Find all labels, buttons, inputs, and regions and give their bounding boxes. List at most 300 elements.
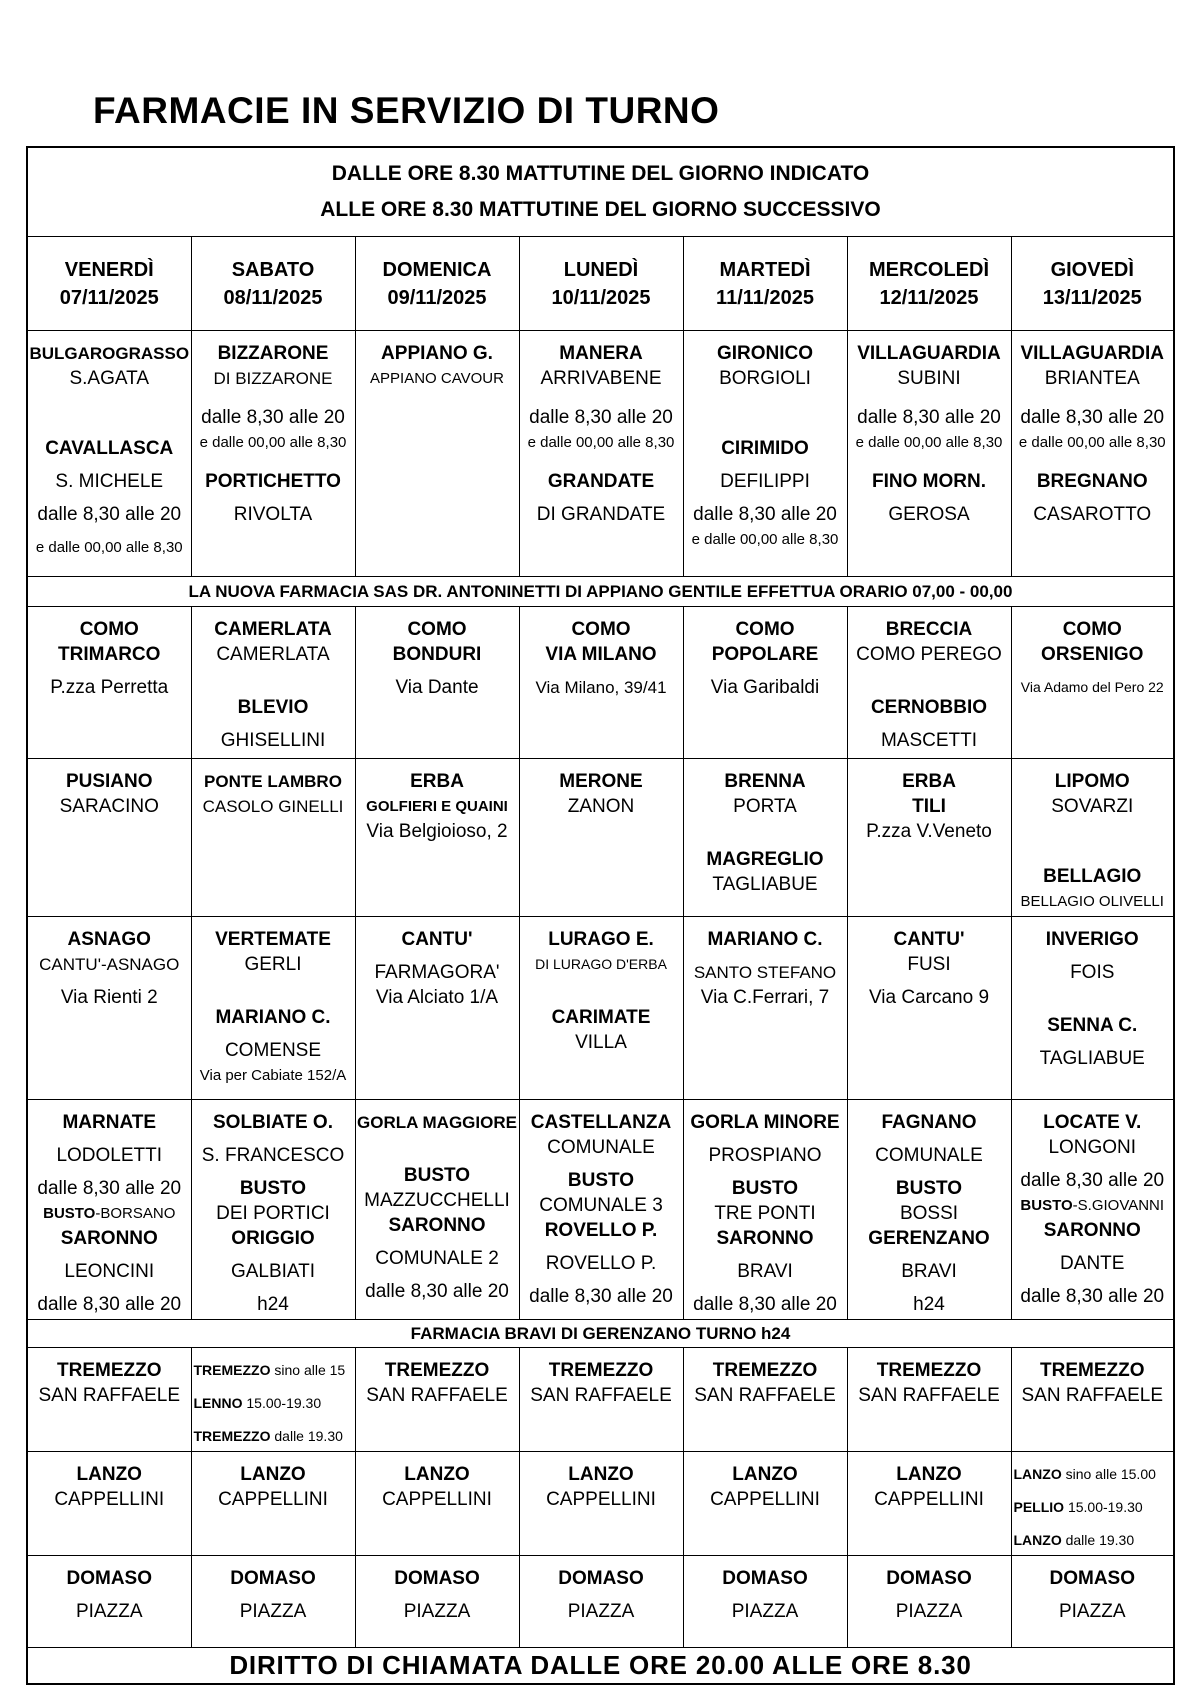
pharmacy-cell xyxy=(847,607,1011,759)
pharmacy-name: VIA MILANO xyxy=(545,644,657,665)
town: BRENNA xyxy=(724,771,806,792)
pharmacy-name: DI LURAGO D'ERBA xyxy=(535,956,667,972)
pharmacy-name: CASAROTTO xyxy=(1033,504,1152,525)
town: COMO xyxy=(407,619,467,640)
town: CANTU' xyxy=(893,929,965,950)
day-name: GIOVEDÌ xyxy=(1050,258,1134,281)
day-cell xyxy=(847,237,1011,331)
pharmacy-cell xyxy=(519,607,683,759)
pharmacy-name: GHISELLINI xyxy=(220,730,326,751)
pharmacy-name: PORTA xyxy=(733,796,797,817)
address: Via Garibaldi xyxy=(710,677,820,698)
table-row xyxy=(27,1452,1174,1556)
hours-extra: e dalle 00,00 alle 8,30 xyxy=(1018,434,1166,451)
pharmacy-cell xyxy=(27,1348,191,1452)
pharmacy-name: COMUNALE 2 xyxy=(375,1248,499,1269)
day-name: MERCOLEDÌ xyxy=(869,258,989,281)
pharmacy-name: FARMAGORA' xyxy=(374,962,500,983)
hours: dalle 8,30 alle 20 xyxy=(529,1286,673,1307)
town: LIPOMO xyxy=(1054,771,1130,792)
header-row xyxy=(27,147,1174,237)
header-line-2: ALLE ORE 8.30 MATTUTINE DEL GIORNO SUCCESSIVO xyxy=(320,198,881,221)
pharmacy-name: LEONCINI xyxy=(64,1261,155,1282)
town: LANZO xyxy=(896,1464,962,1485)
pharmacy-name: BRAVI xyxy=(901,1261,957,1282)
town: DOMASO xyxy=(886,1568,972,1589)
pharmacy-name: SANTO STEFANO xyxy=(693,963,837,982)
town: FAGNANO xyxy=(881,1112,977,1133)
pharmacy-name: GEROSA xyxy=(888,504,970,525)
pharmacy-cell xyxy=(1011,607,1174,759)
pharmacy-name: COMUNALE xyxy=(547,1137,655,1158)
pharmacy-cell xyxy=(1011,1348,1174,1452)
town: DOMASO xyxy=(722,1568,808,1589)
notice-banner: FARMACIA BRAVI DI GERENZANO TURNO h24 xyxy=(27,1320,1174,1348)
pharmacy-name: -BORSANO xyxy=(95,1205,176,1222)
hours-extra: e dalle 00,00 alle 8,30 xyxy=(199,434,347,451)
pharmacy-name: S. FRANCESCO xyxy=(201,1145,345,1166)
town: DOMASO xyxy=(66,1568,152,1589)
table-row xyxy=(27,1100,1174,1320)
pharmacy-cell xyxy=(1011,331,1174,577)
pharmacy-name: DEI PORTICI xyxy=(216,1203,330,1224)
day-cell xyxy=(27,237,191,331)
address: Via Adamo del Pero 22 xyxy=(1020,679,1164,695)
town: LANZO xyxy=(76,1464,142,1485)
pharmacy-name: PIAZZA xyxy=(1058,1601,1126,1622)
town: BUSTO xyxy=(567,1170,635,1191)
pharmacy-name: LODOLETTI xyxy=(56,1145,163,1166)
pharmacy-name: PIAZZA xyxy=(403,1601,471,1622)
pharmacy-name: CANTU'-ASNAGO xyxy=(39,955,180,974)
hours-extra: e dalle 00,00 alle 8,30 xyxy=(691,531,839,548)
pharmacy-cell xyxy=(355,607,519,759)
pharmacy-cell xyxy=(847,917,1011,1100)
hours: dalle 19.30 xyxy=(1061,1532,1135,1548)
pharmacy-name: TRE PONTI xyxy=(714,1203,816,1224)
town: LANZO xyxy=(1013,1466,1062,1482)
pharmacy-cell xyxy=(683,759,847,917)
pharmacy-cell xyxy=(519,1452,683,1556)
pharmacy-name: COMUNALE 3 xyxy=(539,1195,663,1216)
town: BUSTO xyxy=(239,1178,307,1199)
pharmacy-name: DANTE xyxy=(1060,1253,1125,1274)
address: Via Dante xyxy=(395,677,479,698)
town: MARNATE xyxy=(62,1112,157,1133)
town: CIRIMIDO xyxy=(721,438,809,459)
schedule-line xyxy=(1012,1528,1174,1553)
address: Via Rienti 2 xyxy=(60,987,158,1008)
town: CANTU' xyxy=(401,929,473,950)
pharmacy-cell xyxy=(519,1100,683,1320)
pharmacy-cell xyxy=(191,331,355,577)
pharmacy-cell xyxy=(27,759,191,917)
pharmacy-cell xyxy=(519,917,683,1100)
town: CAVALLASCA xyxy=(45,438,174,459)
day-date: 11/11/2025 xyxy=(716,286,814,309)
town: BUSTO xyxy=(895,1178,963,1199)
town: TREMEZZO xyxy=(876,1360,982,1381)
pharmacy-cell xyxy=(191,1348,355,1452)
pharmacy-cell xyxy=(27,1556,191,1648)
pharmacy-name: PROSPIANO xyxy=(708,1145,822,1166)
town: MERONE xyxy=(559,771,643,792)
town: PORTICHETTO xyxy=(205,471,341,492)
pharmacy-name: FUSI xyxy=(907,954,951,975)
pharmacy-name: BRAVI xyxy=(737,1261,793,1282)
pharmacy-name: VILLA xyxy=(575,1032,627,1053)
town: TREMEZZO xyxy=(548,1360,654,1381)
pharmacy-name: BRIANTEA xyxy=(1044,368,1140,389)
town: MARIANO C. xyxy=(707,929,823,950)
pharmacy-cell xyxy=(191,759,355,917)
pharmacy-cell xyxy=(847,759,1011,917)
address: Via C.Ferrari, 7 xyxy=(700,987,830,1008)
pharmacy-cell xyxy=(27,1100,191,1320)
address: P.zza Perretta xyxy=(50,677,169,698)
town: CERNOBBIO xyxy=(870,697,988,718)
pharmacy-name: COMUNALE xyxy=(875,1145,983,1166)
pharmacy-name: CAPPELLINI xyxy=(218,1489,328,1510)
pharmacy-cell xyxy=(683,1452,847,1556)
town: BUSTO xyxy=(403,1165,471,1186)
pharmacy-name: RIVOLTA xyxy=(233,504,313,525)
pharmacy-name: ARRIVABENE xyxy=(540,368,662,389)
town: COMO xyxy=(571,619,631,640)
pharmacy-cell xyxy=(519,1348,683,1452)
days-row xyxy=(27,237,1174,331)
pharmacy-name: DEFILIPPI xyxy=(720,471,810,492)
day-date: 12/11/2025 xyxy=(879,286,979,309)
pharmacy-cell xyxy=(519,331,683,577)
town: SARONNO xyxy=(388,1215,486,1236)
town: GRANDATE xyxy=(547,471,655,492)
table-row xyxy=(27,759,1174,917)
town: PONTE LAMBRO xyxy=(204,772,342,791)
town: GORLA MAGGIORE xyxy=(357,1113,517,1132)
day-name: LUNEDÌ xyxy=(563,258,639,281)
hours: sino alle 15.00 xyxy=(1061,1466,1156,1482)
hours-extra: e dalle 00,00 alle 8,30 xyxy=(35,539,183,556)
address: Via Milano, 39/41 xyxy=(535,678,667,697)
town: MANERA xyxy=(559,343,643,364)
pharmacy-name: -S.GIOVANNI xyxy=(1072,1197,1165,1214)
hours: h24 xyxy=(257,1294,289,1315)
town: LURAGO E. xyxy=(548,929,654,950)
footer-row xyxy=(27,1648,1174,1685)
day-cell xyxy=(683,237,847,331)
town: LANZO xyxy=(240,1464,306,1485)
town: SARONNO xyxy=(60,1228,158,1249)
day-date: 09/11/2025 xyxy=(387,286,487,309)
pharmacy-name: ORSENIGO xyxy=(1041,644,1144,665)
pharmacy-name: CAPPELLINI xyxy=(710,1489,820,1510)
town: SENNA C. xyxy=(1047,1015,1138,1036)
town: BUSTO xyxy=(43,1205,96,1222)
day-date: 07/11/2025 xyxy=(59,286,159,309)
address: Via per Cabiate 152/A xyxy=(199,1067,347,1084)
table-row xyxy=(27,1556,1174,1648)
pharmacy-name: ROVELLO P. xyxy=(545,1253,657,1274)
address: P.zza V.Veneto xyxy=(866,821,992,842)
pharmacy-name: SUBINI xyxy=(897,368,961,389)
town: GORLA MINORE xyxy=(690,1112,840,1133)
table-row xyxy=(27,607,1174,759)
day-date: 08/11/2025 xyxy=(223,286,323,309)
town: APPIANO G. xyxy=(381,343,493,364)
town: LENNO xyxy=(193,1395,243,1411)
pharmacy-name: ZANON xyxy=(567,796,635,817)
day-cell xyxy=(1011,237,1174,331)
town: VERTEMATE xyxy=(215,929,331,950)
hours: dalle 8,30 alle 20 xyxy=(693,504,837,525)
pharmacy-name: MASCETTI xyxy=(880,730,978,751)
town: DOMASO xyxy=(230,1568,316,1589)
town: CARIMATE xyxy=(551,1007,651,1028)
town: BIZZARONE xyxy=(217,343,329,364)
pharmacy-cell xyxy=(847,1100,1011,1320)
pharmacy-name: CAPPELLINI xyxy=(546,1489,656,1510)
pharmacy-name: FOIS xyxy=(1070,962,1115,983)
notice-row xyxy=(27,1320,1174,1348)
hours: h24 xyxy=(913,1294,945,1315)
hours: dalle 8,30 alle 20 xyxy=(857,407,1001,428)
town: TREMEZZO xyxy=(193,1428,271,1444)
town: GIRONICO xyxy=(716,343,814,364)
town: TREMEZZO xyxy=(57,1360,162,1381)
pharmacy-cell xyxy=(191,1452,355,1556)
pharmacy-name: PIAZZA xyxy=(239,1601,307,1622)
pharmacy-name: BONDURI xyxy=(392,644,482,665)
pharmacy-cell xyxy=(355,917,519,1100)
pharmacy-cell xyxy=(519,759,683,917)
hours: dalle 8,30 alle 20 xyxy=(529,407,673,428)
day-name: MARTEDÌ xyxy=(719,258,811,281)
schedule-line xyxy=(192,1391,355,1416)
pharmacy-cell xyxy=(191,1100,355,1320)
town: ROVELLO P. xyxy=(544,1220,658,1241)
town: ORIGGIO xyxy=(231,1228,315,1249)
town: MAGREGLIO xyxy=(706,849,824,870)
town: DOMASO xyxy=(1049,1568,1135,1589)
pharmacy-name: DI GRANDATE xyxy=(536,504,666,525)
schedule-line xyxy=(192,1424,355,1449)
town: ASNAGO xyxy=(67,929,151,950)
hours: dalle 8,30 alle 20 xyxy=(37,1178,182,1199)
schedule-header xyxy=(27,147,1174,237)
town: PELLIO xyxy=(1013,1499,1065,1515)
duty-pharmacy-table xyxy=(26,146,1175,1685)
town: COMO xyxy=(1062,619,1122,640)
town: SOLBIATE O. xyxy=(213,1112,333,1133)
pharmacy-name: TRIMARCO xyxy=(58,644,161,665)
header-line-1: DALLE ORE 8.30 MATTUTINE DEL GIORNO INDICATO xyxy=(331,162,870,185)
pharmacy-name: LONGONI xyxy=(1048,1137,1137,1158)
pharmacy-name: PIAZZA xyxy=(567,1601,635,1622)
hours: dalle 8,30 alle 20 xyxy=(1020,1286,1165,1307)
hours: dalle 8,30 alle 20 xyxy=(201,407,345,428)
pharmacy-cell xyxy=(847,1348,1011,1452)
pharmacy-name: BORGIOLI xyxy=(719,368,811,389)
footer-note: DIRITTO DI CHIAMATA DALLE ORE 20.00 ALLE ORE 8.30 xyxy=(27,1648,1174,1685)
pharmacy-name: POPOLARE xyxy=(711,644,819,665)
pharmacy-cell xyxy=(27,607,191,759)
pharmacy-name: PIAZZA xyxy=(75,1601,143,1622)
town: FINO MORN. xyxy=(872,471,986,492)
hours-extra: e dalle 00,00 alle 8,30 xyxy=(527,434,675,451)
town: LANZO xyxy=(732,1464,798,1485)
town: PUSIANO xyxy=(65,771,153,792)
pharmacy-name: SAN RAFFAELE xyxy=(366,1385,508,1406)
town: BULGAROGRASSO xyxy=(29,344,190,363)
town: LANZO xyxy=(568,1464,634,1485)
pharmacy-name: DI BIZZARONE xyxy=(213,369,333,388)
pharmacy-cell xyxy=(1011,917,1174,1100)
hours: dalle 8,30 alle 20 xyxy=(693,1294,837,1315)
day-cell xyxy=(519,237,683,331)
pharmacy-cell xyxy=(847,1556,1011,1648)
day-cell xyxy=(355,237,519,331)
pharmacy-cell xyxy=(27,331,191,577)
pharmacy-name: SAN RAFFAELE xyxy=(530,1385,672,1406)
town: VILLAGUARDIA xyxy=(1020,343,1165,364)
pharmacy-name: BELLAGIO OLIVELLI xyxy=(1020,893,1164,910)
pharmacy-name: TILI xyxy=(912,796,946,817)
pharmacy-name: SARACINO xyxy=(59,796,159,817)
notice-row xyxy=(27,577,1174,607)
hours: sino alle 15 xyxy=(270,1362,346,1378)
day-name: VENERDÌ xyxy=(64,258,154,281)
town: BUSTO xyxy=(731,1178,799,1199)
address: Via Carcano 9 xyxy=(868,987,990,1008)
pharmacy-cell xyxy=(27,917,191,1100)
town: LANZO xyxy=(404,1464,470,1485)
town: SARONNO xyxy=(716,1228,814,1249)
pharmacy-cell xyxy=(1011,1100,1174,1320)
town: TREMEZZO xyxy=(712,1360,818,1381)
pharmacy-cell xyxy=(683,917,847,1100)
hours: dalle 8,30 alle 20 xyxy=(37,504,182,525)
pharmacy-cell xyxy=(683,1100,847,1320)
pharmacy-name: GALBIATI xyxy=(230,1261,316,1282)
town: BRECCIA xyxy=(885,619,973,640)
town: BELLAGIO xyxy=(1043,866,1142,887)
pharmacy-cell xyxy=(355,1100,519,1320)
town: TREMEZZO xyxy=(1040,1360,1145,1381)
town: ERBA xyxy=(902,771,956,792)
pharmacy-cell xyxy=(683,607,847,759)
table-row xyxy=(27,331,1174,577)
pharmacy-cell xyxy=(27,1452,191,1556)
pharmacy-name: GERLI xyxy=(244,954,302,975)
town: LANZO xyxy=(1013,1532,1062,1548)
pharmacy-name xyxy=(1012,1193,1174,1218)
day-date: 13/11/2025 xyxy=(1042,286,1142,309)
pharmacy-name: TAGLIABUE xyxy=(712,874,818,895)
pharmacy-name: APPIANO CAVOUR xyxy=(370,370,504,387)
town: DOMASO xyxy=(558,1568,644,1589)
pharmacy-name: SOVARZI xyxy=(1051,796,1134,817)
town: TREMEZZO xyxy=(193,1362,271,1378)
town: BLEVIO xyxy=(237,697,309,718)
town: CAMERLATA xyxy=(214,619,332,640)
pharmacy-cell xyxy=(355,1556,519,1648)
hours: dalle 8,30 alle 20 xyxy=(1020,1170,1165,1191)
hours: dalle 19.30 xyxy=(270,1428,343,1444)
pharmacy-name: TAGLIABUE xyxy=(1039,1048,1145,1069)
notice-banner: LA NUOVA FARMACIA SAS DR. ANTONINETTI DI APPIANO GENTILE EFFETTUA ORARIO 07,00 - 00,00 xyxy=(27,577,1174,607)
pharmacy-name: S. MICHELE xyxy=(55,471,164,492)
pharmacy-cell xyxy=(355,759,519,917)
address: Via Alciato 1/A xyxy=(375,987,499,1008)
pharmacy-name: CAPPELLINI xyxy=(382,1489,492,1510)
town: LOCATE V. xyxy=(1043,1112,1142,1133)
pharmacy-name: SAN RAFFAELE xyxy=(1021,1385,1163,1406)
pharmacy-name: SAN RAFFAELE xyxy=(38,1385,180,1406)
town: COMO xyxy=(79,619,139,640)
pharmacy-name: GOLFIERI E QUAINI xyxy=(366,798,508,815)
pharmacy-cell xyxy=(191,917,355,1100)
day-cell xyxy=(191,237,355,331)
town: BUSTO xyxy=(1020,1197,1073,1214)
town: BREGNANO xyxy=(1036,471,1148,492)
schedule-line xyxy=(1012,1462,1174,1487)
pharmacy-cell xyxy=(355,1348,519,1452)
pharmacy-name: S.AGATA xyxy=(69,368,150,389)
pharmacy-name: CASOLO GINELLI xyxy=(202,797,344,816)
town: TREMEZZO xyxy=(384,1360,490,1381)
pharmacy-name: SAN RAFFAELE xyxy=(694,1385,836,1406)
town: CASTELLANZA xyxy=(530,1112,672,1133)
pharmacy-cell xyxy=(683,1556,847,1648)
schedule-line xyxy=(1012,1495,1174,1520)
address: Via Belgioioso, 2 xyxy=(366,821,508,842)
pharmacy-cell xyxy=(1011,1452,1174,1556)
pharmacy-cell xyxy=(191,607,355,759)
pharmacy-cell xyxy=(847,331,1011,577)
pharmacy-name: BOSSI xyxy=(899,1203,959,1224)
hours: dalle 8,30 alle 20 xyxy=(365,1281,509,1302)
day-name: SABATO xyxy=(231,258,315,281)
table-row xyxy=(27,1348,1174,1452)
hours-extra: e dalle 00,00 alle 8,30 xyxy=(855,434,1003,451)
town: INVERIGO xyxy=(1045,929,1139,950)
table-row xyxy=(27,917,1174,1100)
pharmacy-name: CAPPELLINI xyxy=(54,1489,165,1510)
town: ERBA xyxy=(410,771,464,792)
pharmacy-cell xyxy=(191,1556,355,1648)
town: DOMASO xyxy=(394,1568,480,1589)
pharmacy-cell xyxy=(683,1348,847,1452)
hours: 15.00-19.30 xyxy=(1064,1499,1143,1515)
hours: 15.00-19.30 xyxy=(242,1395,322,1411)
pharmacy-name: CAMERLATA xyxy=(216,644,330,665)
town: GERENZANO xyxy=(868,1228,990,1249)
pharmacy-cell xyxy=(519,1556,683,1648)
town: VILLAGUARDIA xyxy=(857,343,1001,364)
pharmacy-cell xyxy=(1011,1556,1174,1648)
pharmacy-name: MAZZUCCHELLI xyxy=(364,1190,510,1211)
page-title: FARMACIE IN SERVIZIO DI TURNO xyxy=(93,90,720,131)
pharmacy-name: COMO PEREGO xyxy=(856,644,1002,665)
pharmacy-cell xyxy=(355,331,519,577)
pharmacy-name: COMENSE xyxy=(224,1040,322,1061)
hours: dalle 8,30 alle 20 xyxy=(37,1294,182,1315)
pharmacy-cell xyxy=(1011,759,1174,917)
day-date: 10/11/2025 xyxy=(551,286,651,309)
hours: dalle 8,30 alle 20 xyxy=(1020,407,1165,428)
town: SARONNO xyxy=(1043,1220,1141,1241)
